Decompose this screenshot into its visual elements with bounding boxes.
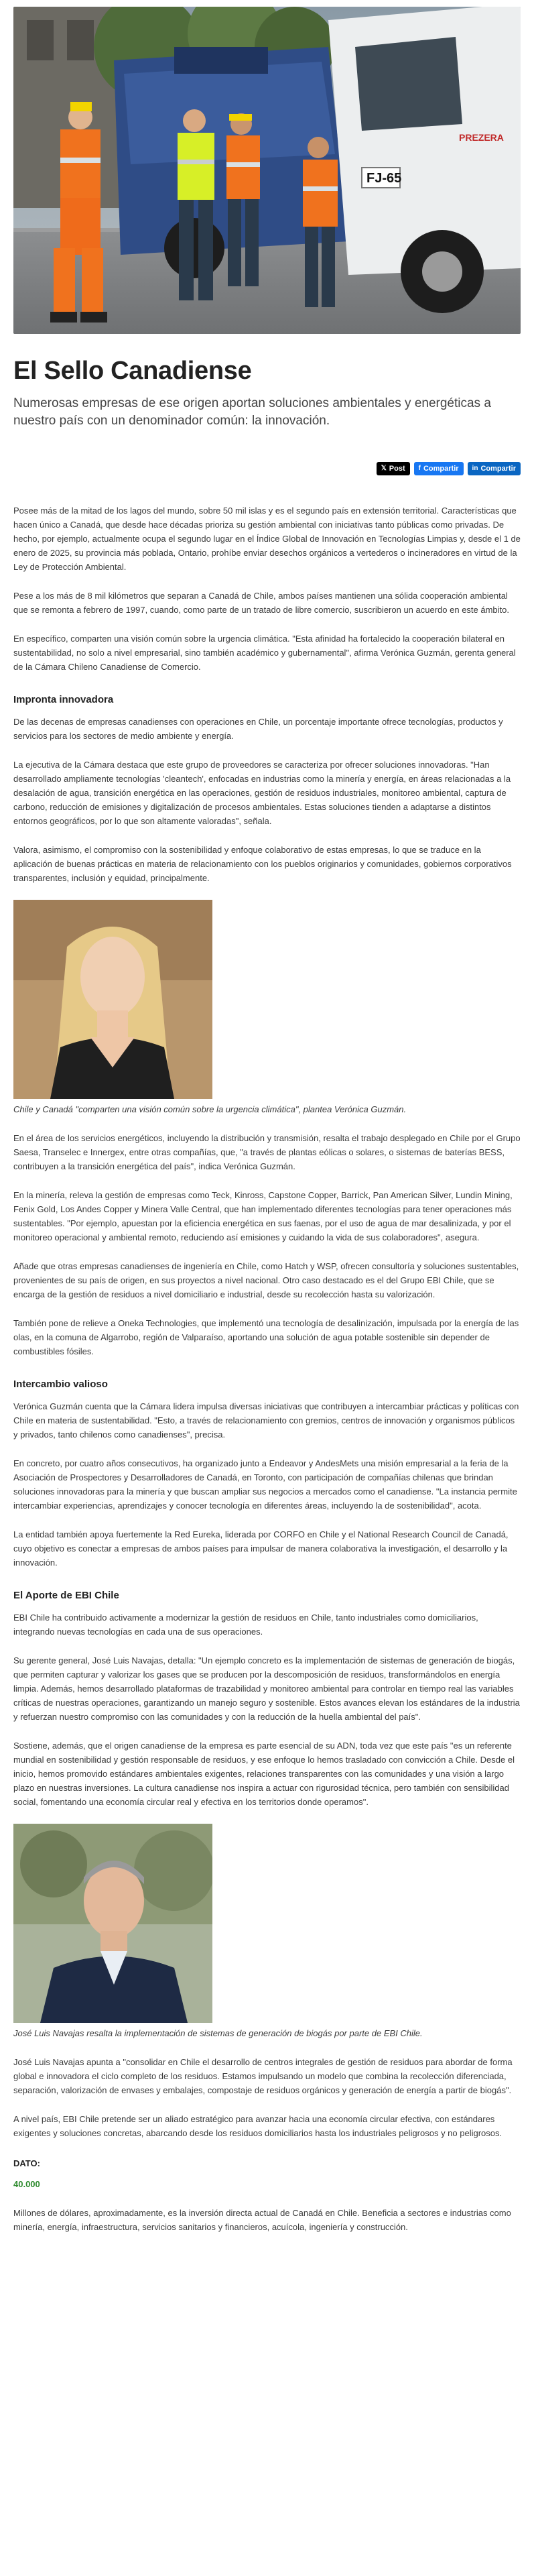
share-linkedin-button[interactable]	[468, 462, 521, 475]
paragraph: Verónica Guzmán cuenta que la Cámara lidera impulsa diversas iniciativas que contribuyen a intercambiar prácticas y políticas con Chile en materia de sustentabilidad. "Esto, a través de relacionamiento con gremios, centros de innovación y organismos públicos y privados, tanto chilenos como canadienses", precisa.	[13, 1401, 519, 1440]
portrait-man-illustration	[13, 1824, 212, 2023]
paragraph: Pese a los más de 8 mil kilómetros que separan a Canadá de Chile, ambos países mantienen una sólida cooperación ambiental que se remonta a febrero de 1997, cuando, como parte de un tratado de libre comercio, suscribieron un acuerdo en este ámbito.	[13, 591, 510, 615]
section-heading: Impronta innovadora	[13, 694, 114, 705]
paragraph: En el área de los servicios energéticos, incluyendo la distribución y transmisión, resalta el trabajo desplegado en Chile por el Grupo Saesa, Transelec e Innergex, entre otras compañías, que, "a través de plantas eólicas o solares, o sistemas de baterías BESS, contribuyen a la transición energética del país", indica Verónica Guzmán.	[13, 1133, 521, 1171]
paragraph: Añade que otras empresas canadienses de ingeniería en Chile, como Hatch y WSP, ofrecen consultoría y soluciones sustentables, provenientes de su país de origen, en sus proyectos a nivel nacional. Otro caso destacado es el del Grupo EBI Chile, que se encarga de la gestión de residuos a nivel domiciliario e industrial, desde su recolección hasta su valorización.	[13, 1261, 519, 1299]
paragraph: Posee más de la mitad de los lagos del mundo, sobre 50 mil islas y es el segundo país en extensión territorial. Características que hacen único a Canadá, que desde hace décadas prioriza su gestión ambiental con iniciativas tanto públicas como privadas. De hecho, por ejemplo, actualmente ocupa el segundo lugar en el Índice Global de Innovación en Tecnologías Limpias y, desde el 1 de enero de 2025, su provincia más poblada, Ontario, prohíbe enviar desechos orgánicos a vertederos o incineradores en virtud de la Ley de Protección Ambiental.	[13, 506, 521, 572]
paragraph: José Luis Navajas apunta a "consolidar en Chile el desarrollo de centros integrales de gestión de residuos para abordar de forma global e innovadora el ciclo completo de los residuos. Estamos impulsando un modelo que combina la recolección diferenciada, separación, valorización de envases y embalajes, compostaje de residuos orgánicos y generación de energía a partir de biogás".	[13, 2057, 513, 2095]
article-body	[13, 504, 521, 2234]
figure-veronica-guzman	[13, 900, 521, 1116]
paragraph: De las decenas de empresas canadienses con operaciones en Chile, un porcentaje importante ofrece tecnologías, productos y servicios para los sectores de medio ambiente y energía.	[13, 717, 503, 741]
paragraph: En la minería, releva la gestión de empresas como Teck, Kinross, Capstone Copper, Barrick, Pan American Silver, Lundin Mining, Fenix Gold, Los Andes Copper y Minera Valle Central, que han implementado diferentes tecnologías para tener operaciones más sustentables. "Por ejemplo, apuestan por la eficiencia energética en sus faenas, por el uso de agua de mar desalinizada, y por el monitoreo operacional y ambiental remoto, reduciendo así emisiones y cuidando la vida de sus colaboradores", asegura.	[13, 1190, 513, 1242]
figure-caption: José Luis Navajas resalta la implementación de sistemas de generación de biogás por parte de EBI Chile.	[13, 2028, 423, 2038]
share-x-label: Post	[389, 465, 405, 473]
paragraph: En concreto, por cuatro años consecutivos, ha organizado junto a Endeavor y AndesMets una misión empresarial a la feria de la Asociación de Prospectores y Desarrolladores de Canadá, en Toronto, con participación de compañías chilenas que brindan soluciones innovadoras para la minería y que buscan ampliar sus negocios a mercados como el canadiense. "La instancia permite intercambiar experiencias, aprendizajes y conocer tecnología en diferentes áreas, incluyendo la de sostenibilidad", acota.	[13, 1458, 517, 1511]
portrait-woman-illustration	[13, 900, 212, 1099]
facebook-icon: f	[418, 465, 421, 472]
hero-photo-illustration	[13, 7, 521, 334]
hero-brand-text: PREZERA	[459, 132, 504, 143]
x-logo-icon: 𝕏	[381, 465, 387, 472]
section-heading: Intercambio valioso	[13, 1379, 108, 1390]
paragraph: En específico, comparten una visión común sobre la urgencia climática. "Esta afinidad ha fortalecido la cooperación bilateral en sustentabilidad, no solo a nivel empresarial, sino también académico y gubernamental", afirma Verónica Guzmán, gerenta general de la Cámara Chileno Canadiense de Comercio.	[13, 634, 516, 672]
portrait-image	[13, 900, 212, 1099]
paragraph: Sostiene, además, que el origen canadiense de la empresa es parte esencial de su ADN, toda vez que este país "es un referente mundial en sostenibilidad y gestión responsable de residuos, y ese enfoque lo hemos trasladado con convicción a Chile. Desde el inicio, hemos promovido estándares ambientales exigentes, relaciones transparentes con las comunidades y una visión a largo plazo en nuestras inversiones. La cultura canadiense nos inspira a actuar con rigurosidad técnica, pero también con sensibilidad social, fomentando una economía circular real y efectiva en los territorios donde operamos".	[13, 1741, 515, 1807]
share-facebook-label: Compartir	[423, 465, 459, 473]
paragraph: A nivel país, EBI Chile pretende ser un aliado estratégico para avanzar hacia una economía circular efectiva, con estándares exigentes y soluciones concretas, abarcando desde los residuos domiciliarios hasta los industriales peligrosos y no peligrosos.	[13, 2114, 503, 2138]
portrait-image	[13, 1824, 212, 2023]
article-page	[0, 7, 534, 2234]
figure-caption: Chile y Canadá "comparten una visión común sobre la urgencia climática", plantea Verónica Guzmán.	[13, 1104, 407, 1114]
figure-jose-luis-navajas	[13, 1824, 521, 2040]
share-bar	[13, 462, 521, 475]
stat-number: 40.000	[13, 2179, 40, 2189]
stat-description: Millones de dólares, aproximadamente, es la inversión directa actual de Canadá en Chile. Beneficia a sectores e industrias como minería, energía, infraestructura, servicios sanitarios y financieros, acuícola, ingeniería y construcción.	[13, 2208, 511, 2232]
share-x-button[interactable]	[377, 462, 410, 475]
linkedin-icon: in	[472, 465, 478, 472]
share-facebook-button[interactable]	[414, 462, 464, 475]
paragraph: La ejecutiva de la Cámara destaca que este grupo de proveedores se caracteriza por ofrecer soluciones innovadoras. "Han desarrollado ampliamente tecnologías 'cleantech', enfocadas en industrias como la minería y energía, en áreas relacionadas a la desalación de agua, transición energética en las operaciones, gestión de residuos industriales, monitoreo ambiental, captura de carbono, reducción de emisiones y digitalización de procesos ambientales. Estas soluciones tienden a adaptarse a distintos entornos geográficos, por lo que son altamente valoradas", señala.	[13, 760, 511, 826]
hero-plate-text: FJ-65	[366, 171, 402, 186]
dato-label: DATO:	[13, 2158, 40, 2168]
hero-image	[13, 7, 521, 334]
article-title: El Sello Canadiense	[13, 357, 252, 385]
paragraph: La entidad también apoya fuertemente la Red Eureka, liderada por CORFO en Chile y el National Research Council de Canadá, cuyo objetivo es conectar a empresas de ambos países para impulsar de manera colaborativa la investigación, el desarrollo y la innovación.	[13, 1529, 509, 1568]
paragraph: También pone de relieve a Oneka Technologies, que implementó una tecnología de desalinización, impulsada por la energía de las olas, en la comuna de Algarrobo, región de Valparaíso, aportando una solución de agua potable sostenible sin depender de combustibles fósiles.	[13, 1318, 519, 1356]
section-heading: El Aporte de EBI Chile	[13, 1590, 119, 1601]
share-linkedin-label: Compartir	[480, 465, 516, 473]
paragraph: EBI Chile ha contribuido activamente a modernizar la gestión de residuos en Chile, tanto industriales como domiciliarios, integrando nuevas tecnologías en cada una de sus operaciones.	[13, 1613, 478, 1637]
paragraph: Su gerente general, José Luis Navajas, detalla: "Un ejemplo concreto es la implementación de sistemas de generación de biogás, que permiten capturar y valorizar los gases que se producen por la descomposición de residuos, transformándolos en energía limpia. Además, hemos desarrollado plataformas de trazabilidad y monitoreo ambiental para controlar en tiempo real las variables críticas de nuestras operaciones, garantizando un manejo seguro y sostenible. Estos avances elevan los estándares de la industria y refuerzan nuestro compromiso con las comunidades y con la reducción de la huella ambiental del país".	[13, 1655, 520, 1722]
article-subtitle: Numerosas empresas de ese origen aportan soluciones ambientales y energéticas a nuestro país con un denominador común: la innovación.	[13, 396, 491, 428]
paragraph: Valora, asimismo, el compromiso con la sostenibilidad y enfoque colaborativo de estas empresas, lo que se traduce en la aplicación de buenas prácticas en materia de relacionamiento con los pueblos originarios y comunidades, gobiernos corporativos transparentes, inclusión y equidad, principalmente.	[13, 845, 512, 883]
